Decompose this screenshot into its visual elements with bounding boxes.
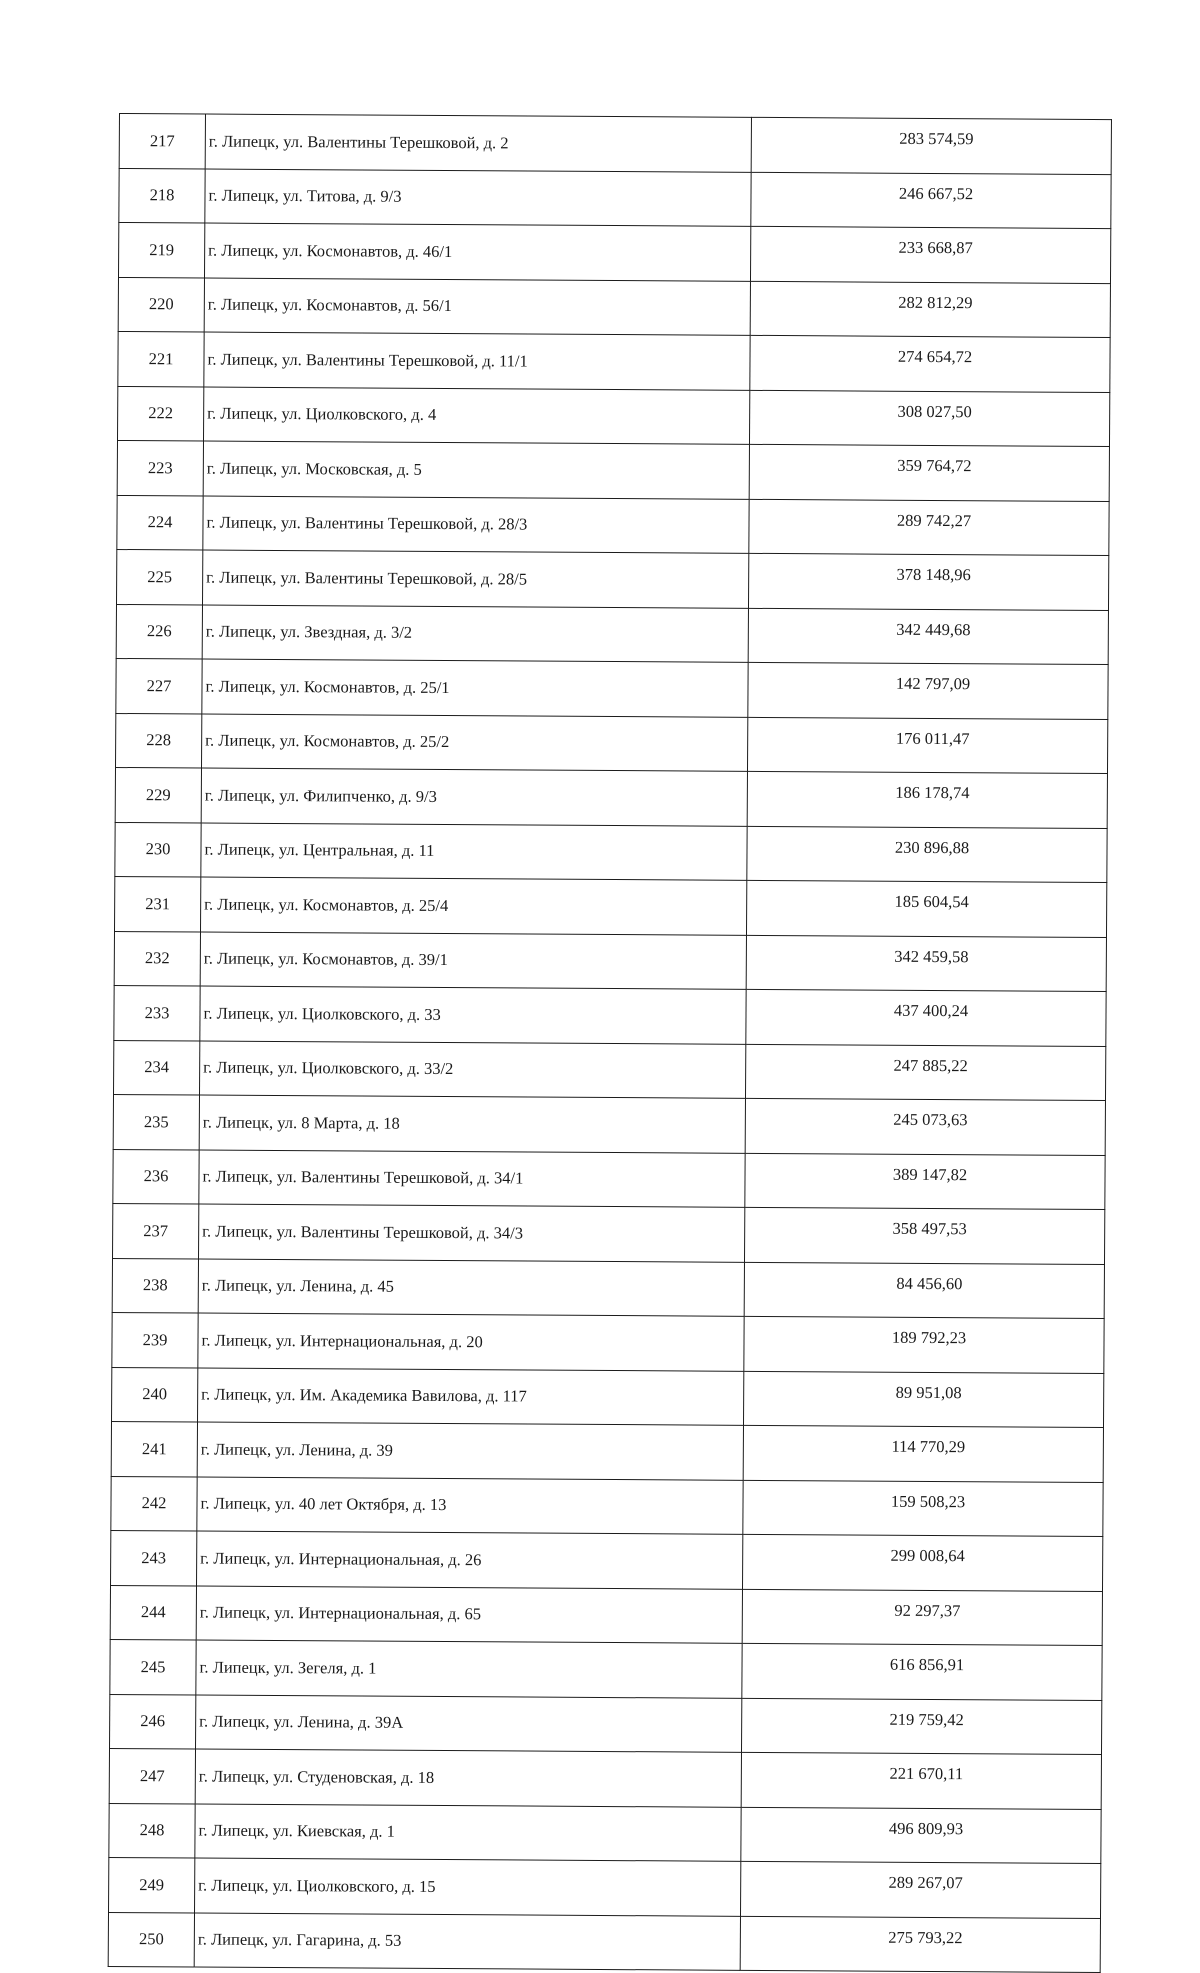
table-row [119, 114, 1111, 175]
table-row [109, 1857, 1101, 1918]
row-sum: 92 297,37 [894, 1600, 961, 1620]
row-address: г. Липецк, ул. Ленина, д. 39 [197, 1422, 743, 1480]
row-sum-cell [749, 390, 1109, 447]
row-sum: 233 668,87 [898, 237, 973, 258]
row-number: 233 [114, 985, 200, 1040]
row-address: г. Липецк, ул. Валентины Терешковой, д. 11/1 [204, 332, 750, 390]
table-row [113, 1149, 1105, 1210]
row-sum: 274 654,72 [897, 346, 973, 367]
row-sum: 159 508,23 [890, 1491, 966, 1511]
table-row [115, 767, 1107, 828]
row-address: г. Липецк, ул. 40 лет Октября, д. 13 [197, 1477, 743, 1535]
row-number: 232 [114, 931, 200, 986]
row-sum: 275 793,22 [888, 1927, 963, 1947]
row-address: г. Липецк, ул. Интернациональная, д. 20 [198, 1313, 744, 1371]
table-row [111, 1421, 1103, 1482]
row-address: г. Липецк, ул. Циолковского, д. 4 [203, 387, 749, 445]
row-sum-cell [741, 1698, 1101, 1755]
row-number: 230 [115, 822, 201, 877]
row-sum-cell [750, 226, 1110, 283]
row-number: 223 [117, 440, 203, 495]
table-row [116, 713, 1108, 774]
row-address: г. Липецк, ул. Титова, д. 9/3 [205, 169, 751, 227]
row-number: 236 [113, 1149, 199, 1204]
row-number: 243 [111, 1530, 197, 1585]
table-row [117, 549, 1109, 610]
row-number: 229 [115, 767, 201, 822]
table-row [109, 1803, 1101, 1864]
row-number: 250 [108, 1912, 194, 1967]
row-address: г. Липецк, ул. Циолковского, д. 15 [195, 1858, 741, 1916]
row-sum-cell [750, 335, 1110, 392]
row-sum-cell [745, 1153, 1105, 1210]
row-sum-cell [740, 1861, 1100, 1918]
row-sum-cell [743, 1480, 1103, 1537]
row-number: 221 [118, 331, 204, 386]
row-sum-cell [741, 1807, 1101, 1864]
table-row [110, 1694, 1102, 1755]
table-row [118, 223, 1110, 284]
row-sum-cell [748, 608, 1108, 665]
row-sum: 359 764,72 [897, 455, 972, 476]
row-sum: 84 456,60 [896, 1273, 963, 1293]
table-row [113, 1203, 1105, 1264]
row-number: 249 [109, 1857, 195, 1912]
row-number: 224 [117, 495, 203, 550]
row-address: г. Липецк, ул. 8 Марта, д. 18 [199, 1095, 745, 1153]
row-sum-cell [745, 1098, 1105, 1155]
row-number: 240 [112, 1367, 198, 1422]
row-address: г. Липецк, ул. Космонавтов, д. 25/4 [201, 877, 747, 935]
row-sum: 283 574,59 [899, 128, 974, 149]
row-sum-cell [751, 172, 1111, 229]
table-row [115, 876, 1107, 937]
row-sum: 246 667,52 [898, 183, 974, 203]
table-row [113, 1094, 1105, 1155]
row-sum: 247 885,22 [893, 1055, 968, 1075]
row-sum: 176 011,47 [895, 728, 970, 748]
row-sum-cell [750, 281, 1110, 338]
row-number: 226 [116, 604, 202, 659]
row-number: 235 [113, 1094, 199, 1149]
row-address: г. Липецк, ул. Космонавтов, д. 46/1 [204, 223, 750, 281]
row-sum-cell [742, 1589, 1102, 1646]
row-sum: 378 148,96 [896, 564, 971, 585]
row-address: г. Липецк, ул. Центральная, д. 11 [201, 823, 747, 881]
row-number: 245 [110, 1639, 196, 1694]
row-address: г. Липецк, ул. Интернациональная, д. 65 [196, 1586, 742, 1644]
table-row [118, 331, 1110, 392]
row-address: г. Липецк, ул. Филипченко, д. 9/3 [201, 768, 747, 826]
row-sum-cell [744, 1207, 1104, 1264]
table-row [114, 985, 1106, 1046]
row-sum: 389 147,82 [892, 1164, 968, 1184]
table-row [111, 1476, 1103, 1537]
row-address: г. Липецк, ул. Валентины Терешковой, д. 28/5 [202, 550, 748, 608]
row-address: г. Липецк, ул. Ленина, д. 39А [196, 1694, 742, 1752]
row-number: 247 [109, 1748, 195, 1803]
row-sum: 308 027,50 [897, 401, 972, 421]
table-row [116, 658, 1108, 719]
row-address: г. Липецк, ул. Киевская, д. 1 [195, 1803, 741, 1861]
row-number: 244 [110, 1585, 196, 1640]
row-number: 225 [117, 549, 203, 604]
address-table-body [108, 114, 1111, 1973]
row-number: 217 [119, 114, 205, 169]
row-address: г. Липецк, ул. Космонавтов, д. 25/2 [202, 714, 748, 772]
row-number: 237 [113, 1203, 199, 1258]
row-sum-cell [740, 1916, 1100, 1973]
table-row [108, 1912, 1100, 1973]
row-sum-cell [749, 499, 1109, 556]
table-row [110, 1639, 1102, 1700]
row-sum: 219 759,42 [889, 1709, 964, 1729]
row-sum: 230 896,88 [894, 837, 970, 857]
row-number: 220 [118, 277, 204, 332]
row-number: 219 [118, 223, 204, 278]
row-address: г. Липецк, ул. Космонавтов, д. 25/1 [202, 659, 748, 717]
row-address: г. Липецк, ул. Валентины Терешковой, д. 34/1 [199, 1150, 745, 1208]
row-sum: 299 008,64 [890, 1545, 965, 1566]
row-address: г. Липецк, ул. Космонавтов, д. 39/1 [200, 932, 746, 990]
table-row [111, 1530, 1103, 1591]
table-row [114, 931, 1106, 992]
row-sum-cell [747, 771, 1107, 828]
row-number: 241 [111, 1421, 197, 1476]
row-number: 234 [114, 1040, 200, 1095]
row-number: 239 [112, 1312, 198, 1367]
row-number: 231 [115, 876, 201, 931]
table-row [110, 1585, 1102, 1646]
row-number: 218 [119, 168, 205, 223]
row-sum: 189 792,23 [891, 1327, 967, 1348]
row-sum-cell [748, 662, 1108, 719]
row-number: 248 [109, 1803, 195, 1858]
row-address: г. Липецк, ул. Валентины Терешковой, д. 2 [205, 114, 751, 172]
row-sum: 342 449,68 [896, 619, 971, 639]
row-sum: 342 459,58 [894, 946, 969, 966]
row-sum-cell [747, 717, 1107, 774]
row-address: г. Липецк, ул. Зегеля, д. 1 [196, 1640, 742, 1698]
row-sum: 185 604,54 [894, 891, 969, 912]
row-number: 222 [117, 386, 203, 441]
table-row [112, 1312, 1104, 1373]
row-address: г. Липецк, ул. Валентины Терешковой, д. 28/3 [203, 496, 749, 554]
row-number: 228 [116, 713, 202, 768]
row-sum-cell [751, 117, 1111, 174]
row-sum: 221 670,11 [889, 1763, 964, 1784]
row-sum-cell [746, 880, 1106, 937]
row-sum-cell [743, 1371, 1103, 1428]
row-address: г. Липецк, ул. Интернациональная, д. 26 [197, 1531, 743, 1589]
row-sum-cell [744, 1316, 1104, 1373]
row-address: г. Липецк, ул. Валентины Терешковой, д. 34/3 [199, 1204, 745, 1262]
row-address: г. Липецк, ул. Студеновская, д. 18 [195, 1749, 741, 1807]
row-address: г. Липецк, ул. Ленина, д. 45 [198, 1259, 744, 1317]
table-row [109, 1748, 1101, 1809]
row-sum-cell [743, 1425, 1103, 1482]
row-sum-cell [747, 826, 1107, 883]
table-row [117, 440, 1109, 501]
table-row [119, 168, 1111, 229]
row-sum: 245 073,63 [893, 1109, 968, 1130]
row-sum-cell [745, 1044, 1105, 1101]
row-address: г. Липецк, ул. Звездная, д. 3/2 [202, 605, 748, 663]
row-address: г. Липецк, ул. Московская, д. 5 [203, 441, 749, 499]
table-row [114, 1040, 1106, 1101]
row-sum: 437 400,24 [893, 1000, 969, 1021]
row-sum-cell [749, 444, 1109, 501]
row-number: 238 [112, 1258, 198, 1313]
table-row [117, 495, 1109, 556]
row-number: 227 [116, 658, 202, 713]
address-table [108, 113, 1112, 1973]
row-sum-cell [742, 1534, 1102, 1591]
row-sum: 616 856,91 [889, 1654, 965, 1675]
table-row [112, 1367, 1104, 1428]
row-sum-cell [748, 553, 1108, 610]
row-address: г. Липецк, ул. Циолковского, д. 33/2 [200, 1041, 746, 1099]
row-address: г. Липецк, ул. Гагарина, д. 53 [194, 1912, 740, 1970]
row-sum-cell [746, 935, 1106, 992]
table-row [117, 386, 1109, 447]
row-sum-cell [744, 1262, 1104, 1319]
row-address: г. Липецк, ул. Им. Академика Вавилова, д. 117 [198, 1368, 744, 1426]
row-sum: 114 770,29 [891, 1436, 966, 1457]
row-address: г. Липецк, ул. Циолковского, д. 33 [200, 986, 746, 1044]
row-sum: 496 809,93 [888, 1818, 964, 1838]
row-sum: 282 812,29 [898, 292, 973, 312]
row-sum: 142 797,09 [895, 673, 971, 694]
table-row [116, 604, 1108, 665]
row-sum-cell [742, 1643, 1102, 1700]
table-row [118, 277, 1110, 338]
row-sum: 186 178,74 [895, 782, 970, 803]
row-sum-cell [741, 1752, 1101, 1809]
table-row [112, 1258, 1104, 1319]
row-address: г. Липецк, ул. Космонавтов, д. 56/1 [204, 278, 750, 336]
row-sum: 289 742,27 [896, 510, 972, 530]
row-number: 242 [111, 1476, 197, 1531]
row-sum: 289 267,07 [888, 1872, 963, 1893]
row-number: 246 [110, 1694, 196, 1749]
row-sum-cell [746, 989, 1106, 1046]
row-sum: 358 497,53 [892, 1218, 967, 1239]
table-row [115, 822, 1107, 883]
row-sum: 89 951,08 [895, 1382, 962, 1402]
